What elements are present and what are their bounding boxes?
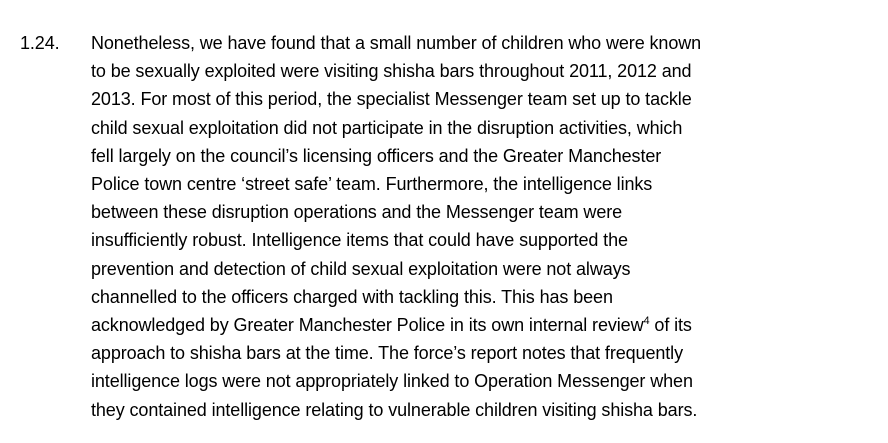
text-segment: of its — [649, 315, 692, 336]
text-line: prevention and detection of child sexual exploitation were not always — [91, 258, 631, 279]
footnote-reference[interactable]: 4 — [643, 315, 650, 328]
text-line: Police town centre ‘street safe’ team. Furthermore, the intelligence links — [91, 174, 653, 195]
text-line: fell largely on the council’s licensing officers and the Greater Manchester — [91, 145, 662, 166]
text-line: approach to shisha bars at the time. The force’s report notes that frequently — [91, 343, 683, 364]
text-line: between these disruption operations and the Messenger team were — [91, 202, 623, 223]
text-line: child sexual exploitation did not participate in the disruption activities, which — [91, 117, 683, 138]
text-segment: acknowledged by Greater Manchester Police in its own internal review — [91, 315, 644, 336]
text-line: 2013. For most of this period, the specialist Messenger team set up to tackle — [91, 89, 692, 110]
paragraph-body — [91, 29, 888, 424]
text-line-with-footnote — [91, 311, 888, 339]
text-line: channelled to the officers charged with tackling this. This has been — [91, 286, 613, 307]
text-line: insufficiently robust. Intelligence items that could have supported the — [91, 230, 628, 251]
text-line: Nonetheless, we have found that a small number of children who were known — [91, 33, 702, 53]
paragraph-number: 1.24. — [20, 33, 60, 53]
text-line: intelligence logs were not appropriately linked to Operation Messenger when — [91, 371, 693, 392]
text-line: to be sexually exploited were visiting shisha bars throughout 2011, 2012 and — [91, 61, 692, 82]
text-line: they contained intelligence relating to vulnerable children visiting shisha bars. — [91, 399, 698, 420]
